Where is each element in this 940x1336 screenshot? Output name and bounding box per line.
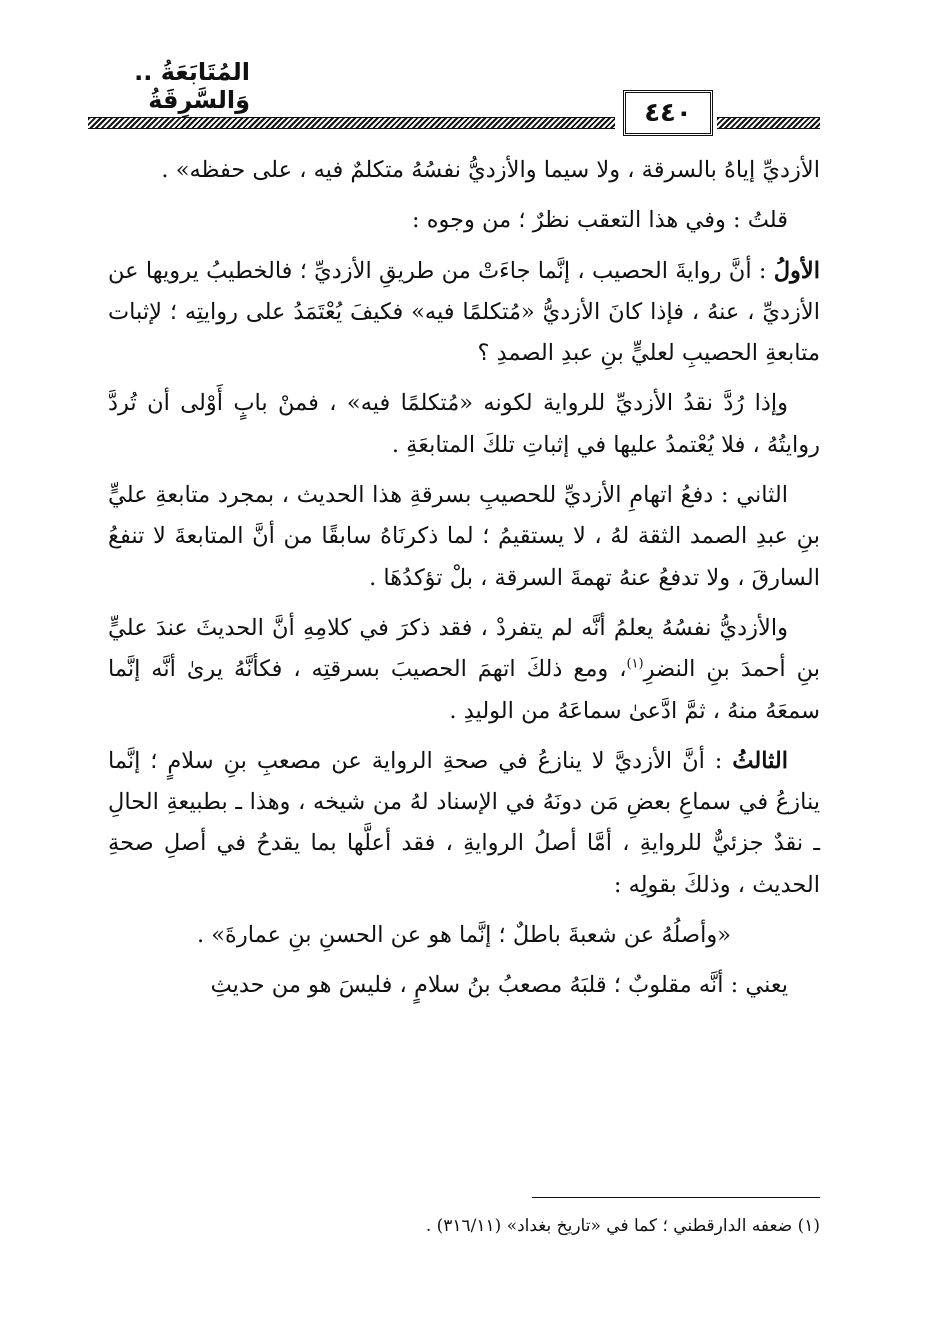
footnote: (١) ضعفه الدارقطني ؛ كما في «تاريخ بغداد» (٣١٦/١١) . — [425, 1216, 820, 1236]
paragraph: يعني : أنَّه مقلوبٌ ؛ قلبَهُ مصعبُ بنُ سلامٍ ، فليسَ هو من حديثِ — [210, 972, 788, 999]
paragraph: الثاني : دفعُ اتهامِ الأزديِّ للحصيبِ بسرقةِ هذا الحديث ، بمجرد متابعةِ عليٍّ بنِ عبدِ الصمد الثقة لهُ ، لا يستقيمُ ؛ لما ذكرنَاهُ سابقًا من أنَّ المتابعةَ لا تنفعُ السارقَ ، ولا تدفعُ عنهُ تهمةَ السرقة ، بلْ تؤكدُهَا . — [108, 482, 820, 591]
paragraph-text: والأزديُّ نفسُهُ يعلمُ أنَّه لم يتفردْ ، فقد ذكرَ في كلامِهِ أنَّ الحديثَ عندَ عليٍّ بنِ أحمدَ بنِ النضرِ — [108, 614, 820, 683]
page-number: ٤٤٠ — [623, 90, 713, 136]
footnote-separator — [532, 1197, 820, 1198]
header-rule-left — [88, 117, 615, 129]
paragraph: قلتُ : وفي هذا التعقب نظرٌ ؛ من وجوه : — [411, 207, 788, 234]
paragraph-text: ، ومع ذلكَ اتهمَ الحصيبَ بسرقتِه ، فكأنَّهُ يرىٰ أنَّه إنَّما سمعَهُ منهُ ، ثمَّ ادَّعىٰ سماعَهُ من الوليدِ . — [108, 656, 820, 724]
paragraph — [108, 251, 820, 375]
running-title: المُتَابَعَةُ .. وَالسَّرِقَةُ — [134, 58, 250, 114]
paragraph-text: : أنَّ روايةَ الحصيب ، إنَّما جاءَتْ من طريقِ الأزديِّ ؛ فالخطيبُ يرويها عن الأزديِّ ، عنهُ ، فإذا كانَ الأزديُّ «مُتكلمًا فيه» فكيفَ يُعْتَمَدُ على روايتِه ؛ لإثبات متابعةِ الحصيبِ لعليٍّ بنِ عبدِ الصمدِ ؟ — [108, 257, 820, 367]
paragraph-lead: الثالثُ — [732, 747, 788, 774]
paragraph — [108, 741, 820, 906]
header-rule-right — [717, 117, 820, 129]
paragraph — [108, 608, 820, 732]
paragraph: وإذا رُدَّ نقدُ الأزديِّ للرواية لكونه «مُتكلمًا فيه» ، فمنْ بابٍ أَوْلى أن تُردَّ روايتُهُ ، فلا يُعْتمدُ عليها في إثباتِ تلكَ المتابعَةِ . — [108, 390, 820, 458]
paragraph-text: : أنَّ الأزديَّ لا ينازعُ في صحةِ الرواية عن مصعبِ بنِ سلامٍ ؛ إنَّما ينازعُ في سماعِ بعضِ مَن دونَهُ في الإسناد لهُ من شيخه ، وهذا ـ بطبيعةِ الحالِ ـ نقدٌ جزئيٌّ للروايةِ ، أمَّا أصلُ الروايةِ ، فقد أعلَّها بما يقدحُ في أصلِ صحةِ الحديث ، وذلكَ بقولِه : — [108, 747, 820, 898]
block-quote: «وأصلُهُ عن شعبةَ باطلٌ ؛ إنَّما هو عن الحسنِ بنِ عمارةَ» . — [196, 922, 731, 949]
paragraph: الأزديِّ إياهُ بالسرقة ، ولا سيما والأزديُّ نفسُهُ متكلمٌ فيه ، على حفظه» . — [161, 157, 820, 183]
paragraph-lead: الأولُ — [773, 257, 820, 284]
footnote-marker: (١) — [626, 656, 644, 672]
body-text — [108, 150, 820, 1016]
